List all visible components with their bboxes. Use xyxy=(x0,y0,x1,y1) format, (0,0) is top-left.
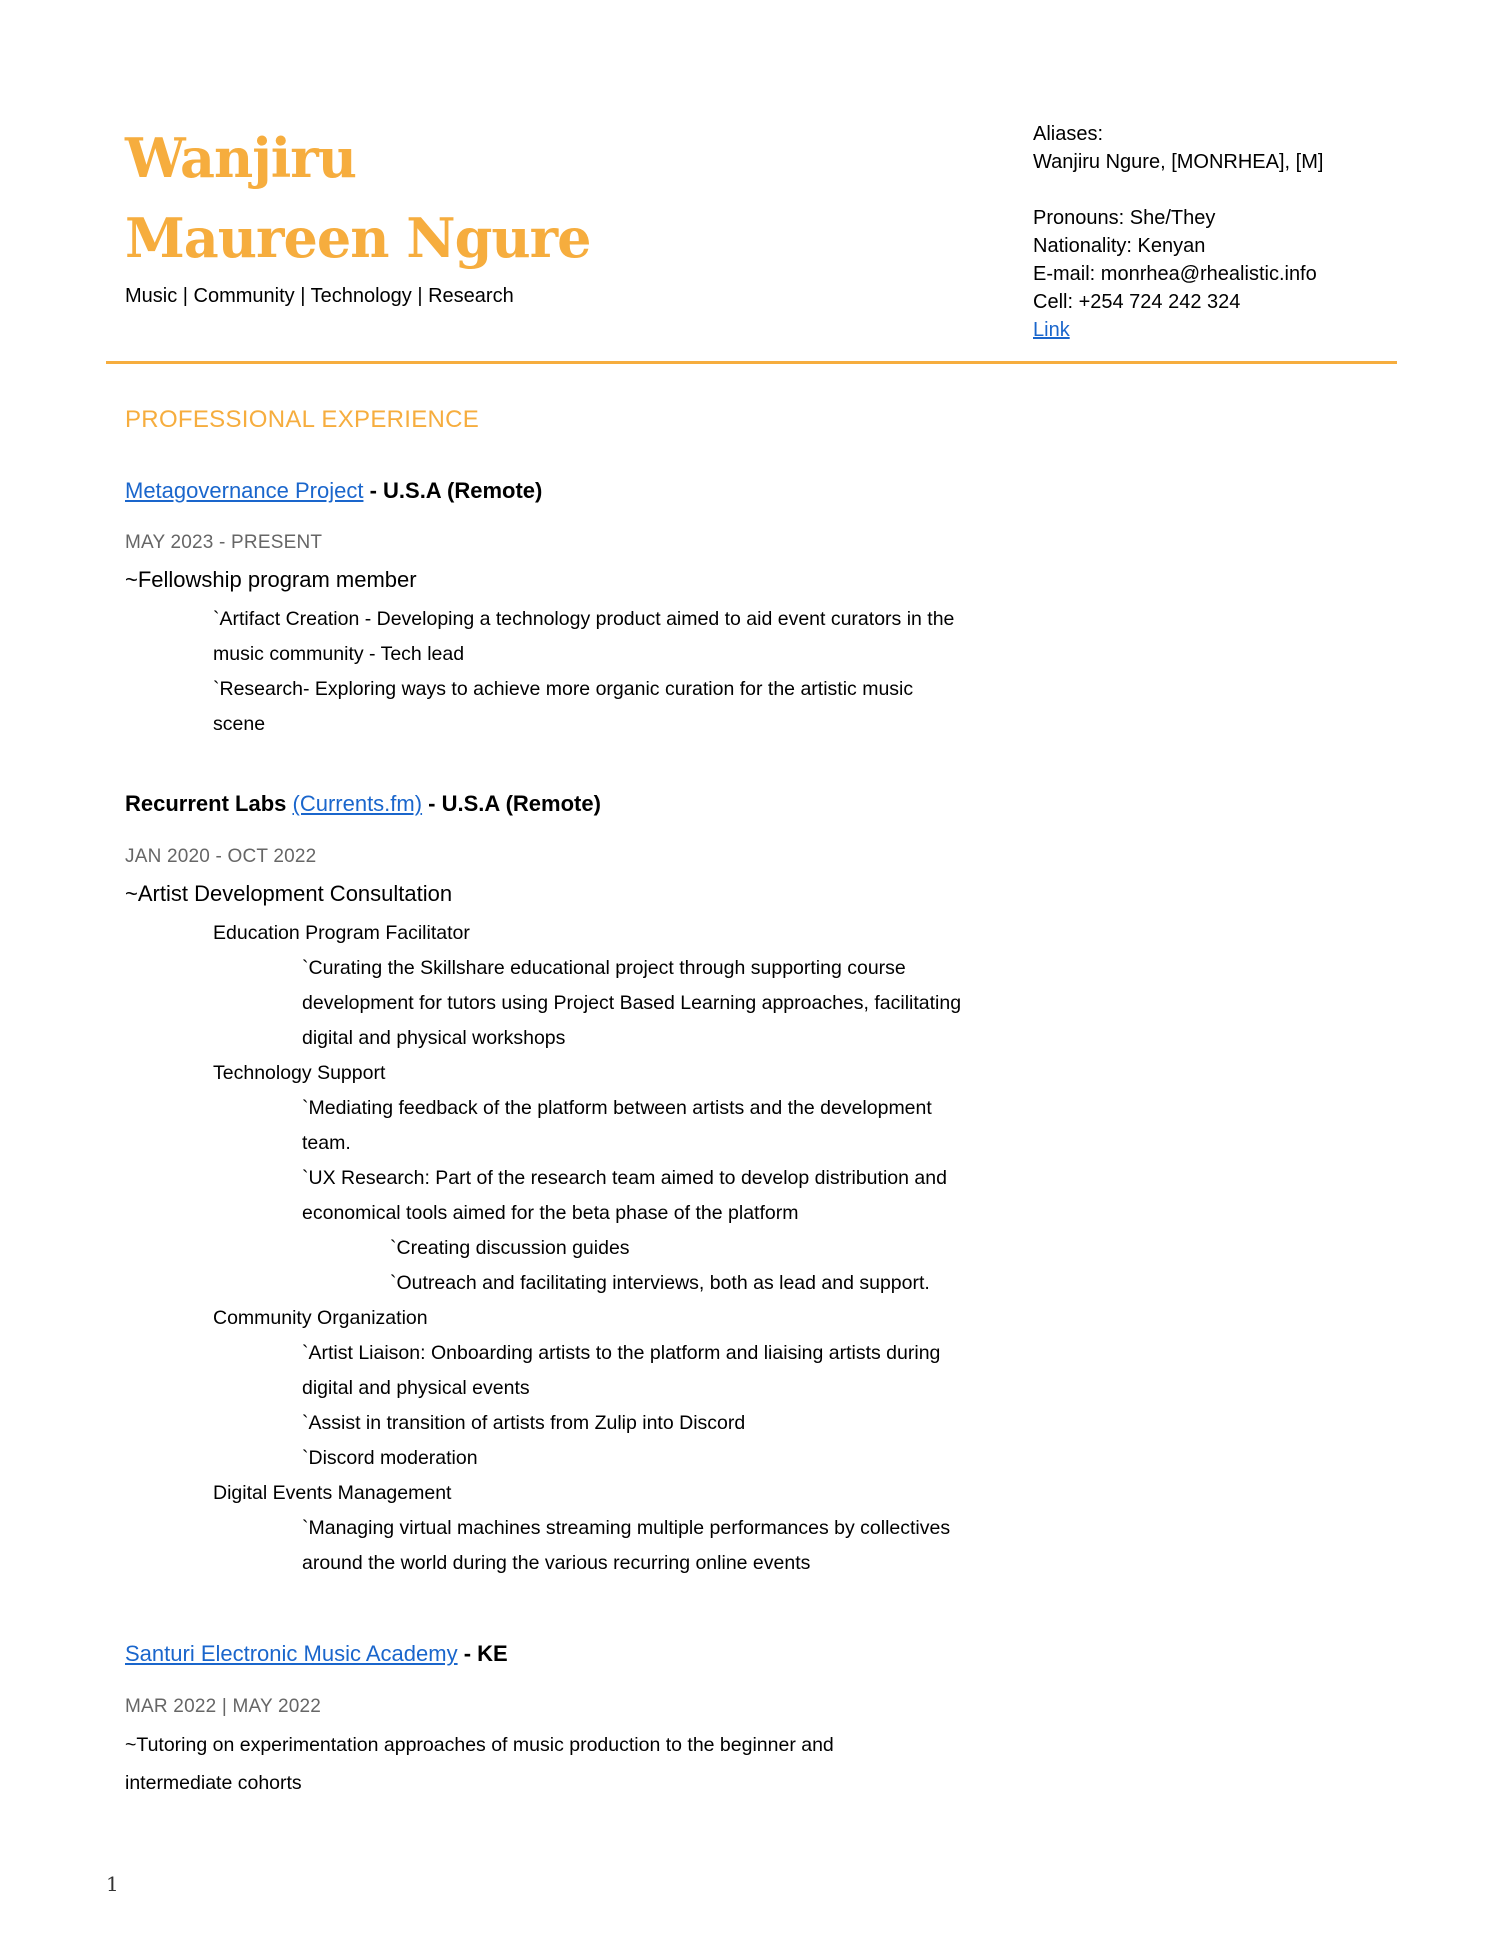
currents-link[interactable]: (Currents.fm) xyxy=(292,791,423,816)
job2-line: development for tutors using Project Based Learning approaches, facilitating xyxy=(302,992,962,1014)
job2-nested-line: `Outreach and facilitating interviews, both as lead and support. xyxy=(390,1272,930,1294)
job2-line: economical tools aimed for the beta phase of the platform xyxy=(302,1202,799,1224)
job2-line: digital and physical events xyxy=(302,1377,530,1399)
aliases-label: Aliases: xyxy=(1033,123,1104,145)
job2-nested-line: `Creating discussion guides xyxy=(390,1237,630,1259)
nationality: Nationality: Kenyan xyxy=(1033,235,1206,257)
job2-line: `Discord moderation xyxy=(302,1447,478,1469)
header-divider xyxy=(106,361,1397,364)
job1-line: scene xyxy=(213,713,266,735)
job3-line: ~Tutoring on experimentation approaches of music production to the beginner and xyxy=(125,1734,834,1756)
job2-subheading: Technology Support xyxy=(213,1062,386,1084)
job2-line: team. xyxy=(302,1132,351,1154)
pronouns: Pronouns: She/They xyxy=(1033,207,1216,229)
job2-line: `Managing virtual machines streaming multiple performances by collectives xyxy=(302,1517,951,1539)
job2-line: digital and physical workshops xyxy=(302,1027,566,1049)
job2-line: `Assist in transition of artists from Zulip into Discord xyxy=(302,1412,746,1434)
job1-location: - U.S.A (Remote) xyxy=(363,478,543,503)
job2-date: JAN 2020 - OCT 2022 xyxy=(125,846,317,867)
job1-line: `Research- Exploring ways to achieve more organic curation for the artistic music xyxy=(213,678,914,700)
job2-line: `UX Research: Part of the research team aimed to develop distribution and xyxy=(302,1167,947,1189)
job2-line: `Mediating feedback of the platform between artists and the development xyxy=(302,1097,932,1119)
job2-line: `Artist Liaison: Onboarding artists to the platform and liaising artists during xyxy=(302,1342,941,1364)
candidate-name xyxy=(125,118,590,278)
job1-role: ~Fellowship program member xyxy=(125,567,417,592)
profile-link[interactable]: Link xyxy=(1033,319,1070,341)
job-title-recurrent-labs xyxy=(125,791,601,817)
aliases-value: Wanjiru Ngure, [MONRHEA], [M] xyxy=(1033,151,1324,173)
job3-location: - KE xyxy=(457,1641,508,1666)
job3-line: intermediate cohorts xyxy=(125,1772,302,1794)
job-title-santuri xyxy=(125,1641,508,1667)
section-title: PROFESSIONAL EXPERIENCE xyxy=(125,406,480,433)
name-line-1: Wanjiru xyxy=(125,126,356,190)
job2-subheading: Community Organization xyxy=(213,1307,428,1329)
job2-subheading: Education Program Facilitator xyxy=(213,922,470,944)
email: E-mail: monrhea@rhealistic.info xyxy=(1033,263,1317,285)
job1-line: `Artifact Creation - Developing a technology product aimed to aid event curators in the xyxy=(213,608,955,630)
page-number: 1 xyxy=(106,1872,119,1896)
job2-role: ~Artist Development Consultation xyxy=(125,881,453,906)
job1-line: music community - Tech lead xyxy=(213,643,465,665)
job2-location: - U.S.A (Remote) xyxy=(422,791,601,816)
metagovernance-link[interactable]: Metagovernance Project xyxy=(125,478,364,503)
job2-line: `Curating the Skillshare educational project through supporting course xyxy=(302,957,906,979)
job3-date: MAR 2022 | MAY 2022 xyxy=(125,1696,322,1717)
job2-org: Recurrent Labs xyxy=(125,791,293,816)
cell: Cell: +254 724 242 324 xyxy=(1033,291,1241,313)
job2-subheading: Digital Events Management xyxy=(213,1482,452,1504)
job1-date: MAY 2023 - PRESENT xyxy=(125,532,323,553)
contact-block xyxy=(1033,120,1323,344)
tagline: Music | Community | Technology | Research xyxy=(125,285,514,307)
santuri-link[interactable]: Santuri Electronic Music Academy xyxy=(125,1641,458,1666)
job-title-metagovernance xyxy=(125,478,542,504)
name-line-2: Maureen Ngure xyxy=(125,206,591,270)
job2-line: around the world during the various recurring online events xyxy=(302,1552,811,1574)
